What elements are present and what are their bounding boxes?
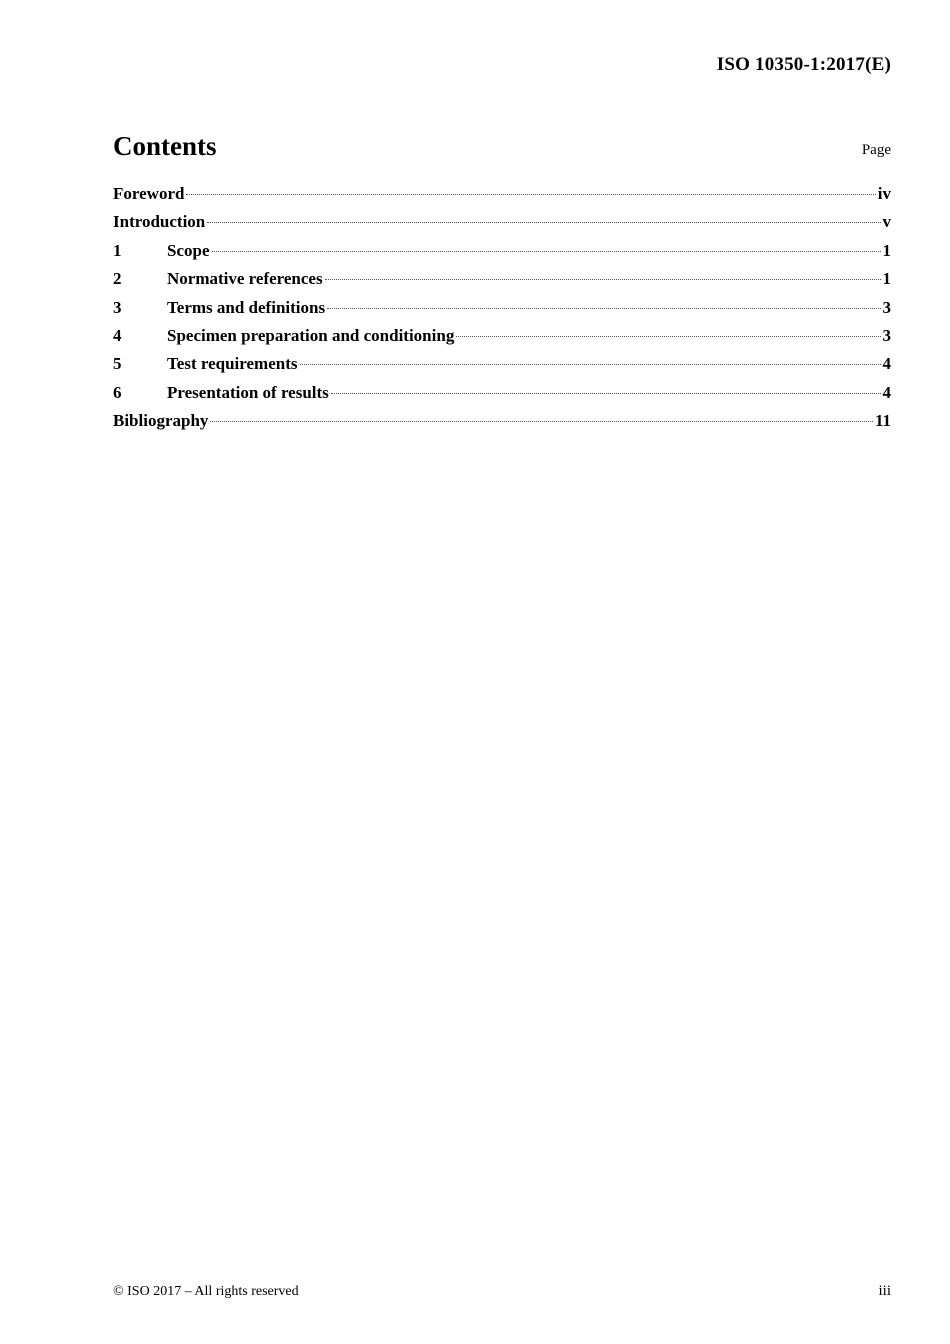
dot-leader	[186, 194, 875, 195]
dot-leader	[300, 364, 881, 365]
toc-entry-title: Terms and definitions	[167, 297, 326, 317]
contents-heading: Contents	[113, 131, 217, 161]
dot-leader	[325, 279, 881, 280]
page-column-label: Page	[861, 142, 891, 158]
dot-leader	[212, 251, 881, 252]
toc-entry-test-requirements[interactable]	[113, 354, 891, 382]
copyright-notice: © ISO 2017 – All rights reserved	[113, 1284, 299, 1299]
toc-entry-page: 1	[882, 240, 891, 260]
toc-entry-page: 4	[882, 354, 891, 374]
toc-entry-number: 5	[113, 354, 122, 374]
toc-entry-page: v	[882, 212, 891, 232]
dot-leader	[207, 222, 880, 223]
toc-entry-title: Presentation of results	[167, 382, 329, 402]
toc-entry-number: 1	[113, 240, 122, 260]
toc-entry-page: 11	[874, 411, 891, 431]
page-number: iii	[878, 1283, 891, 1299]
toc-entry-page: iv	[877, 184, 891, 203]
toc-entry-title: Scope	[167, 240, 210, 260]
toc-entry-normative-references[interactable]	[113, 269, 891, 297]
toc-entry-title: Test requirements	[167, 354, 298, 374]
toc-entry-page: 1	[882, 269, 891, 289]
toc-entry-scope[interactable]	[113, 241, 891, 269]
toc-entry-foreword[interactable]	[113, 184, 891, 212]
dot-leader	[327, 308, 880, 309]
toc-entry-number: 4	[113, 325, 122, 345]
toc-entry-page: 3	[882, 297, 891, 317]
table-of-contents	[113, 184, 891, 440]
toc-entry-title: Bibliography	[113, 411, 209, 431]
toc-entry-title: Foreword	[113, 184, 185, 203]
toc-entry-title: Introduction	[113, 212, 206, 232]
dot-leader	[331, 393, 881, 394]
toc-entry-page: 4	[882, 382, 891, 402]
toc-entry-title: Specimen preparation and conditioning	[167, 325, 455, 345]
dot-leader	[456, 336, 880, 337]
toc-entry-page: 3	[882, 325, 891, 345]
toc-entry-number: 6	[113, 382, 122, 402]
toc-entry-specimen-preparation[interactable]	[113, 326, 891, 354]
toc-entry-bibliography[interactable]	[113, 411, 891, 439]
toc-entry-number: 3	[113, 297, 122, 317]
dot-leader	[210, 421, 873, 422]
document-id: ISO 10350-1:2017(E)	[716, 54, 891, 75]
toc-entry-terms-and-definitions[interactable]	[113, 298, 891, 326]
toc-entry-title: Normative references	[167, 269, 323, 289]
toc-entry-number: 2	[113, 269, 122, 289]
toc-entry-introduction[interactable]	[113, 212, 891, 240]
toc-entry-presentation-of-results[interactable]	[113, 383, 891, 411]
